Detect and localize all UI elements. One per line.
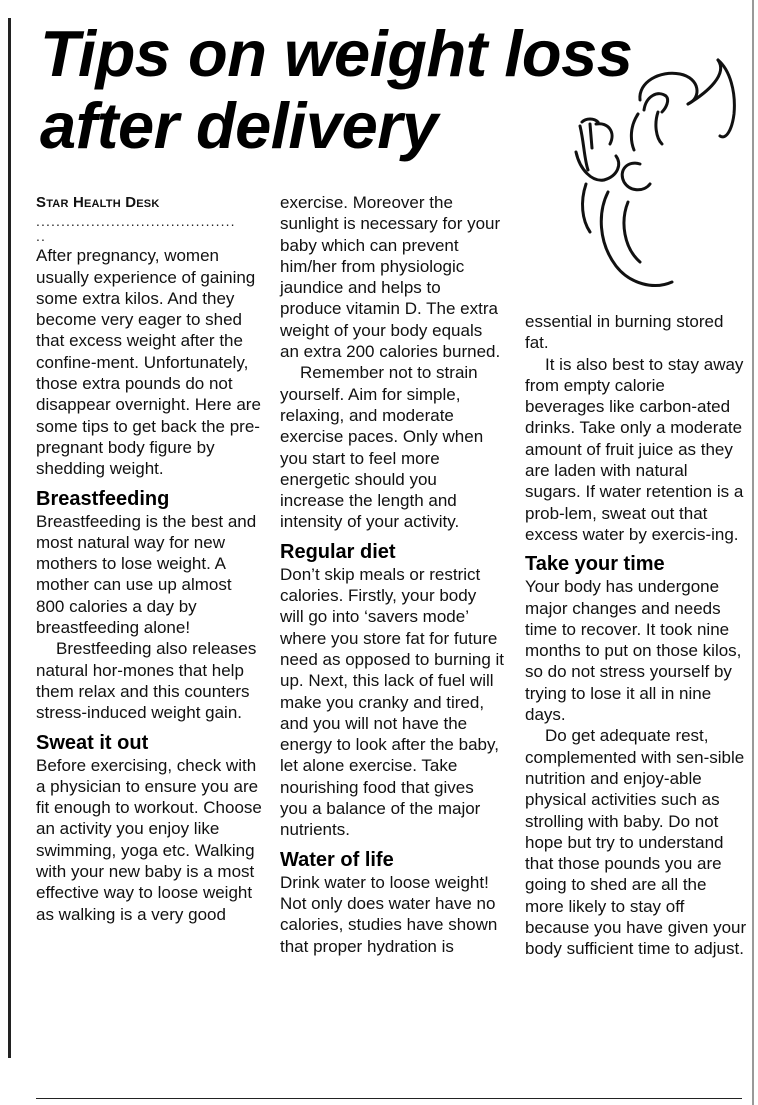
- headline: [40, 18, 632, 162]
- right-page-edge: [752, 0, 754, 1105]
- water-heading: Water of life: [280, 848, 394, 871]
- water-paragraph-1-continued: essential in burning stored fat.: [525, 312, 724, 353]
- mother-and-baby-line-art-icon: [568, 52, 748, 292]
- headline-line-1: Tips on weight loss: [40, 17, 633, 90]
- left-margin-rule: [8, 18, 11, 1058]
- water-paragraph-1: Drink water to loose weight! Not only does water have no calories, studies have shown that proper hydration is: [280, 872, 498, 956]
- time-paragraph-1: Your body has undergone major changes and needs time to recover. It took nine months to put on those kilos, so do not stress yourself by trying to lose it all in nine days.: [525, 577, 742, 725]
- headline-line-2: after delivery: [40, 89, 438, 162]
- byline-separator: ........................................: [36, 213, 236, 230]
- time-paragraph-2: Do get adequate rest, complemented with sen-sible nutrition and enjoy-able physical activities such as strolling with baby. Do not hope but try to understand that those pounds you are going to shed are all the more likely to stay off because you have given your body sufficient time to adjust.: [525, 726, 747, 959]
- column-2: [280, 192, 504, 957]
- intro-paragraph: After pregnancy, women usually experience of gaining some extra kilos. And they become very eager to shed that excess weight after the confine-ment. Unfortunately, those extra pounds do not disappear overnight. Here are some tips to get back the pre-pregnant body figure by shedding weight.: [36, 246, 261, 479]
- byline-separator-tail: ..: [36, 228, 46, 245]
- sweat-paragraph-2: Remember not to strain yourself. Aim for simple, relaxing, and moderate exercise paces. Only when you start to feel more energetic should you increase the length and intensity of your activity.: [280, 363, 484, 532]
- breastfeeding-heading: Breastfeeding: [36, 487, 170, 510]
- breastfeeding-paragraph-2: Brestfeeding also releases natural hor-mones that help them relax and this counters stress-induced weight gain.: [36, 639, 257, 723]
- diet-heading: Regular diet: [280, 540, 396, 563]
- sweat-heading: Sweat it out: [36, 731, 149, 754]
- sweat-paragraph-1: Before exercising, check with a physician to ensure you are fit enough to workout. Choose an activity you enjoy like swimming, yoga etc. Walking with your new baby is a most effective way to loose weight as walking is a very good: [36, 755, 262, 924]
- time-heading: Take your time: [525, 553, 665, 576]
- bottom-divider: [36, 1098, 742, 1099]
- breastfeeding-paragraph-1: Breastfeeding is the best and most natural way for new mothers to lose weight. A mother can use up almost 800 calories a day by breastfeeding alone!: [36, 511, 257, 638]
- water-paragraph-2: It is also best to stay away from empty calorie beverages like carbon-ated drinks. Take only a moderate amount of fruit juice as they are laden with natural sugars. If water retention is a prob-lem, sweat out that excess water by exercis-ing.: [525, 354, 744, 544]
- column-1: [36, 192, 262, 925]
- column-3: [525, 311, 747, 960]
- diet-paragraph-1: Don’t skip meals or restrict calories. Firstly, your body will go into ‘savers mode’ where you store fat for future need as opposed to burning it up. Next, this lack of fuel will make you cranky and tired, and you will not have the energy to look after the baby, let alone exercise. Take nourishing food that gives you a balance of the major nutrients.: [280, 564, 505, 840]
- byline: Star Health Desk: [36, 194, 160, 211]
- sweat-paragraph-1-continued: exercise. Moreover the sunlight is necessary for your baby which can prevent him/her from physiologic jaundice and helps to produce vitamin D. The extra weight of your body equals an extra 200 calories burned.: [280, 193, 501, 362]
